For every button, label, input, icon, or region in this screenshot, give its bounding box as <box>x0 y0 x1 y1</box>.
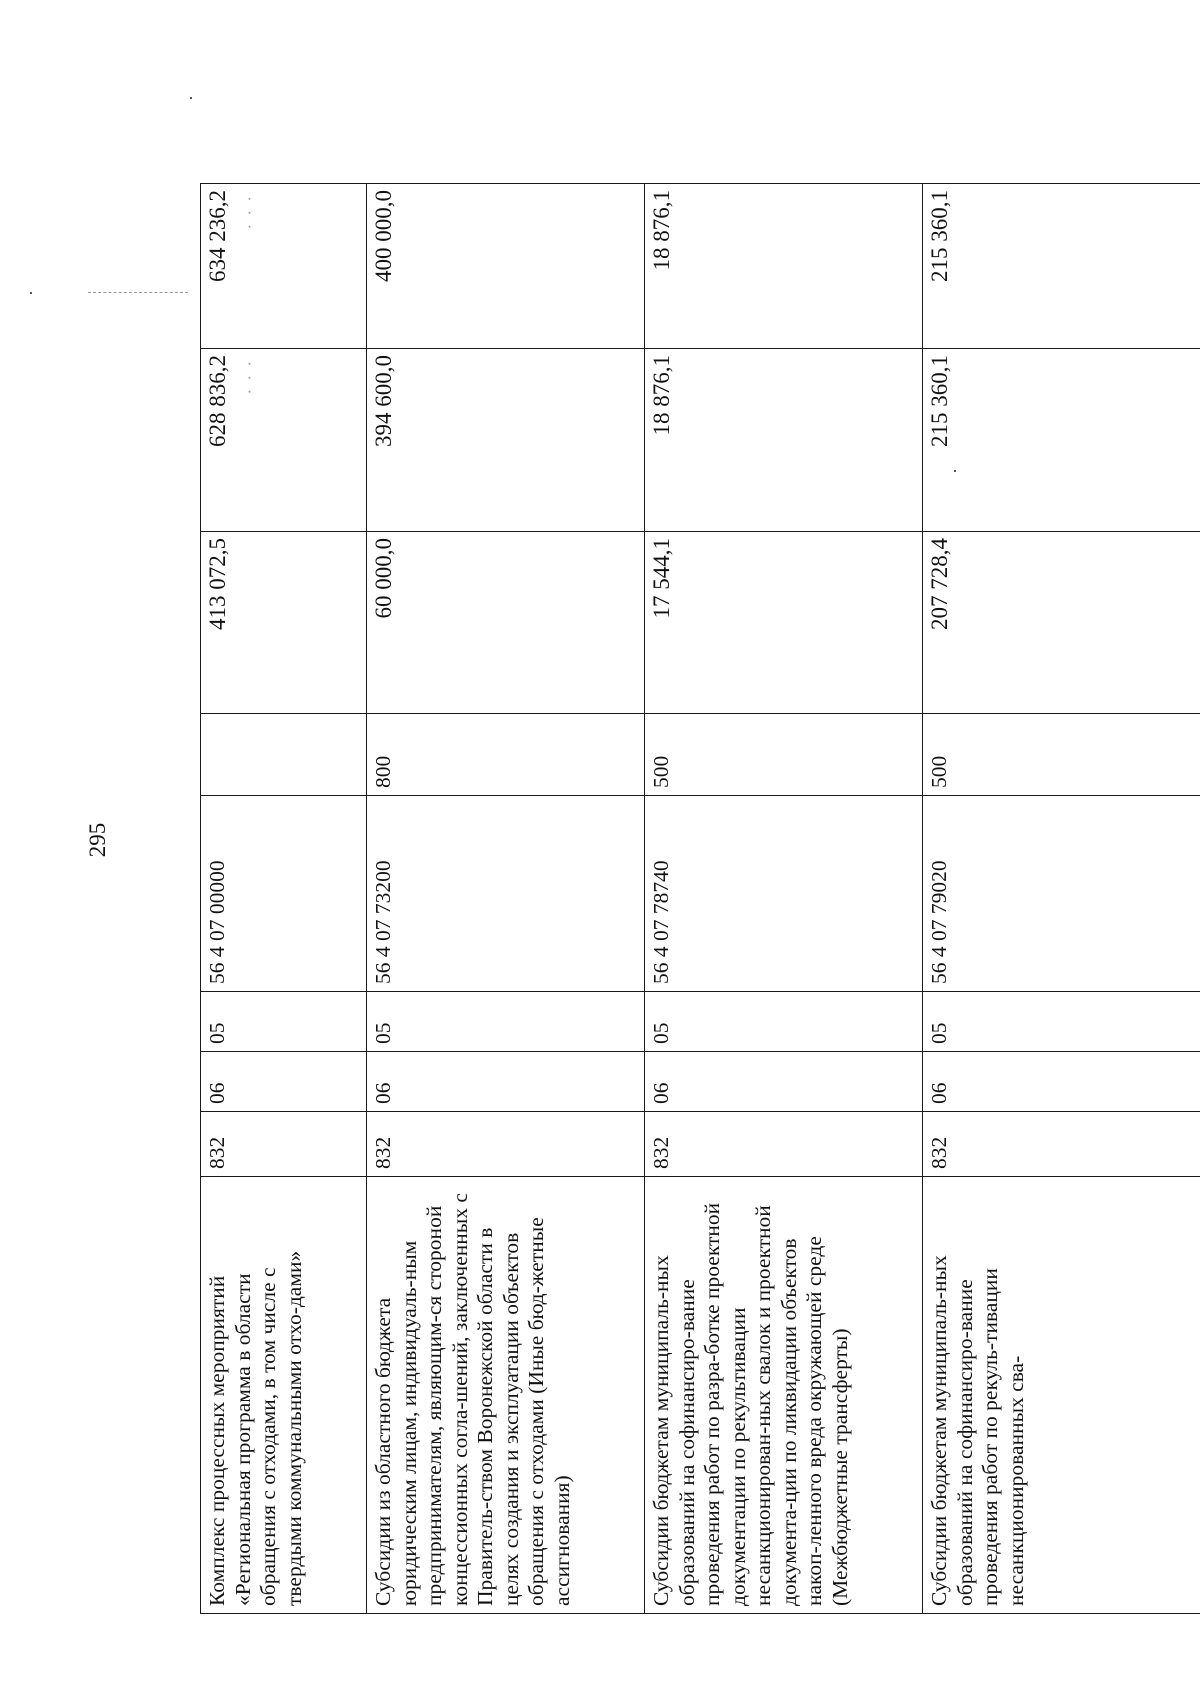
row-description: Комплекс процессных мероприятий «Региональная программа в области обращения с отходами, в том числе с твердыми коммунальными отхо-дами» <box>201 1177 367 1614</box>
scan-artifact-dot <box>30 292 32 294</box>
cell-vr: 500 <box>645 714 923 796</box>
cell-amount-3 <box>201 184 367 349</box>
page-number: 295 <box>85 822 110 858</box>
cell-csr: 56 4 07 73200 <box>367 796 645 992</box>
cell-gr: 832 <box>201 1112 367 1177</box>
amount-value: 628 836,2 <box>205 355 230 447</box>
cell-amount-2: 215 360,1 <box>923 349 1200 532</box>
scan-artifact-line <box>88 292 188 293</box>
table-row <box>645 184 923 1614</box>
cell-pr: 05 <box>645 992 923 1052</box>
table-row <box>367 184 645 1614</box>
cell-amount-3: 400 000,0 <box>367 184 645 349</box>
scan-artifact-dot <box>190 97 192 99</box>
cell-amount-1: 207 728,4 <box>923 532 1200 714</box>
table-row <box>201 184 367 1614</box>
cell-vr <box>201 714 367 796</box>
budget-table <box>200 183 1200 1614</box>
cell-rz: 06 <box>367 1052 645 1112</box>
cell-amount-2: 394 600,0 <box>367 349 645 532</box>
cell-csr: 56 4 07 00000 <box>201 796 367 992</box>
cell-gr: 832 <box>367 1112 645 1177</box>
cell-amount-1: 17 544,1 <box>645 532 923 714</box>
cell-amount-1: 413 072,5 <box>201 532 367 714</box>
bleed-through-smudge: · · · <box>239 359 259 395</box>
cell-csr: 56 4 07 79020 <box>923 796 1200 992</box>
rotated-table-container <box>200 184 1200 1614</box>
cell-vr: 800 <box>367 714 645 796</box>
row-description: Субсидии из областного бюджета юридическим лицам, индивидуаль-ным предпринимателям, являющим-ся стороной концессионных согла-шений, заключенных с Правитель-ством Воронежской области в целях создания и эксплуатации объектов обращения с отходами (Иные бюд-жетные ассигнования) <box>367 1177 645 1614</box>
cell-pr: 05 <box>367 992 645 1052</box>
cell-rz: 06 <box>201 1052 367 1112</box>
cell-csr: 56 4 07 78740 <box>645 796 923 992</box>
cell-rz: 06 <box>923 1052 1200 1112</box>
cell-amount-2: 18 876,1 <box>645 349 923 532</box>
cell-gr: 832 <box>645 1112 923 1177</box>
amount-value: 634 236,2 <box>205 190 230 282</box>
cell-amount-3: 215 360,1 <box>923 184 1200 349</box>
cell-pr: 05 <box>923 992 1200 1052</box>
bleed-through-smudge: · · · <box>239 194 259 230</box>
cell-pr: 05 <box>201 992 367 1052</box>
cell-amount-2 <box>201 349 367 532</box>
cell-vr: 500 <box>923 714 1200 796</box>
row-description: Субсидии бюджетам муниципаль-ных образований на софинансиро-вание проведения работ по рекуль-тивации несанкционированных сва- <box>923 1177 1200 1614</box>
row-description: Субсидии бюджетам муниципаль-ных образований на софинансиро-вание проведения работ по разра-ботке проектной документации по рекультивации несанкционирован-ных свалок и проектной документа-ции по ликвидации объектов накоп-ленного вреда окружающей среде (Межбюджетные трансферты) <box>645 1177 923 1614</box>
cell-rz: 06 <box>645 1052 923 1112</box>
cell-gr: 832 <box>923 1112 1200 1177</box>
cell-amount-3: 18 876,1 <box>645 184 923 349</box>
table-row <box>923 184 1200 1614</box>
cell-amount-1: 60 000,0 <box>367 532 645 714</box>
